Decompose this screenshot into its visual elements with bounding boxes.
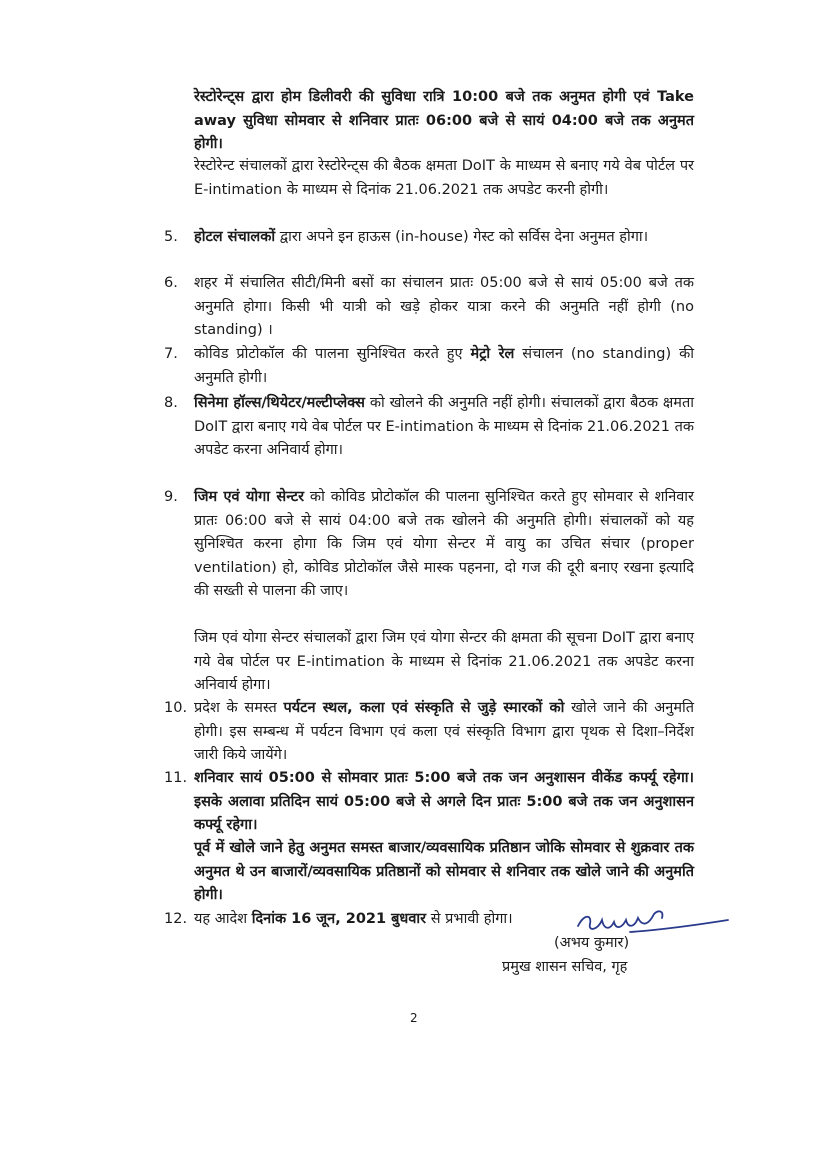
item-5-bold: होटल संचालकों — [194, 229, 276, 245]
item-12-pre: यह आदेश — [194, 911, 252, 927]
item-10-number: 10. — [164, 700, 188, 716]
item-5-text — [194, 226, 694, 250]
item-9-rest: को कोविड प्रोटोकॉल की पालना सुनिश्चित करते हुए सोमवार से शनिवार प्रातः 06:00 बजे से सायं 04:00 बजे तक खोलने की अनुमति होगी। संचालकों को यह सुनिश्चित करना होगा कि जिम एवं योगा सेन्टर में वायु का उचित संचार (proper ventilation) हो, कोविड प्रोटोकॉल जैसे मास्क पहनना, दो गज की दूरी बनाए रखना इत्यादि की सख्ती से पालना की जाए। — [194, 489, 694, 599]
item-10-text — [194, 697, 694, 768]
item-7-text — [194, 343, 694, 390]
item-12-number: 12. — [164, 911, 188, 927]
item-9-text — [194, 486, 694, 604]
signatory-title: प्रमुख शासन सचिव, गृह — [502, 959, 628, 975]
item-8-bold: सिनेमा हॉल्स/थियेटर/मल्टीप्लेक्स — [194, 395, 365, 411]
item-11-markets: पूर्व में खोले जाने हेतु अनुमत समस्त बाजार/व्यवसायिक प्रतिष्ठान जोकि सोमवार से शुक्रवार तक अनुमत थे उन बाजारों/व्यवसायिक प्रतिष्ठानों को सोमवार से शनिवार तक खोले जाने की अनुमति होगी। — [194, 840, 694, 903]
item-12-rest: से प्रभावी होगा। — [426, 911, 513, 927]
item-8-text — [194, 392, 694, 463]
restaurant-delivery-text: रेस्टोरेन्ट्स द्वारा होम डिलीवरी की सुविधा रात्रि 10:00 बजे तक अनुमत होगी एवं Take away सुविधा सोमवार से शनिवार प्रातः 06:00 बजे से सायं 04:00 बजे तक अनुमत होगी। — [194, 89, 694, 152]
item-7-rest: संचालन (no standing) की अनुमति होगी। — [194, 346, 694, 386]
item-5-rest: द्वारा अपने इन हाऊस (in-house) गेस्ट को सर्विस देना अनुमत होगा। — [275, 229, 649, 245]
signatory-name: (अभय कुमार) — [554, 935, 630, 951]
page-number: 2 — [410, 1011, 418, 1025]
item-9-para2: जिम एवं योगा सेन्टर संचालकों द्वारा जिम एवं योगा सेन्टर की क्षमता की सूचना DoIT द्वारा बनाए गये वेब पोर्टल पर E-intimation के माध्यम से दिनांक 21.06.2021 तक अपडेट करना अनिवार्य होगा। — [194, 630, 694, 693]
item-10-pre: प्रदेश के समस्त — [194, 700, 284, 716]
item-12-text — [194, 908, 574, 932]
item-12-bold: दिनांक 16 जून, 2021 बुधवार — [251, 911, 427, 927]
item-8-rest: को खोलने की अनुमति नहीं होगी। संचालकों द्वारा बैठक क्षमता DoIT द्वारा बनाए गये वेब पोर्टल पर E-intimation के माध्यम से दिनांक 21.06.2021 तक अपडेट करना अनिवार्य होगा। — [194, 395, 695, 458]
item-9-number: 9. — [164, 489, 178, 505]
restaurant-capacity-text: रेस्टोरेन्ट संचालकों द्वारा रेस्टोरेन्ट्स की बैठक क्षमता DoIT के माध्यम से बनाए गये वेब पोर्टल पर E-intimation के माध्यम से दिनांक 21.06.2021 तक अपडेट करनी होगी। — [194, 158, 694, 198]
item-9-bold: जिम एवं योगा सेन्टर — [194, 489, 305, 505]
item-6-text: शहर में संचालित सीटी/मिनी बसों का संचालन प्रातः 05:00 बजे से सायं 05:00 बजे तक अनुमति होगा। किसी भी यात्री को खड़े होकर यात्रा करने की अनुमति नहीं होगी (no standing) । — [194, 275, 694, 338]
item-8-number: 8. — [164, 395, 178, 411]
item-10-rest: खोले जाने की अनुमति होगी। इस सम्बन्ध में पर्यटन विभाग एवं कला एवं संस्कृति विभाग द्वारा पृथक से दिशा–निर्देश जारी किये जायेंगे। — [194, 700, 695, 763]
item-10-bold: पर्यटन स्थल, कला एवं संस्कृति से जुड़े स्मारकों को — [283, 700, 565, 716]
item-7-pre: कोविड प्रोटोकॉल की पालना सुनिश्चित करते हुए — [194, 346, 471, 362]
item-11-curfew: शनिवार सायं 05:00 से सोमवार प्रातः 5:00 बजे तक जन अनुशासन वीकेंड कर्फ्यू रहेगा। इसके अलावा प्रतिदिन सायं 05:00 बजे से अगले दिन प्रातः 5:00 बजे तक जन अनुशासन कर्फ्यू रहेगा। — [194, 770, 694, 833]
item-7-number: 7. — [164, 346, 178, 362]
item-6-number: 6. — [164, 275, 178, 291]
item-7-bold: मेट्रो रेल — [470, 346, 515, 362]
item-5-number: 5. — [164, 229, 178, 245]
item-11-number: 11. — [164, 770, 188, 786]
